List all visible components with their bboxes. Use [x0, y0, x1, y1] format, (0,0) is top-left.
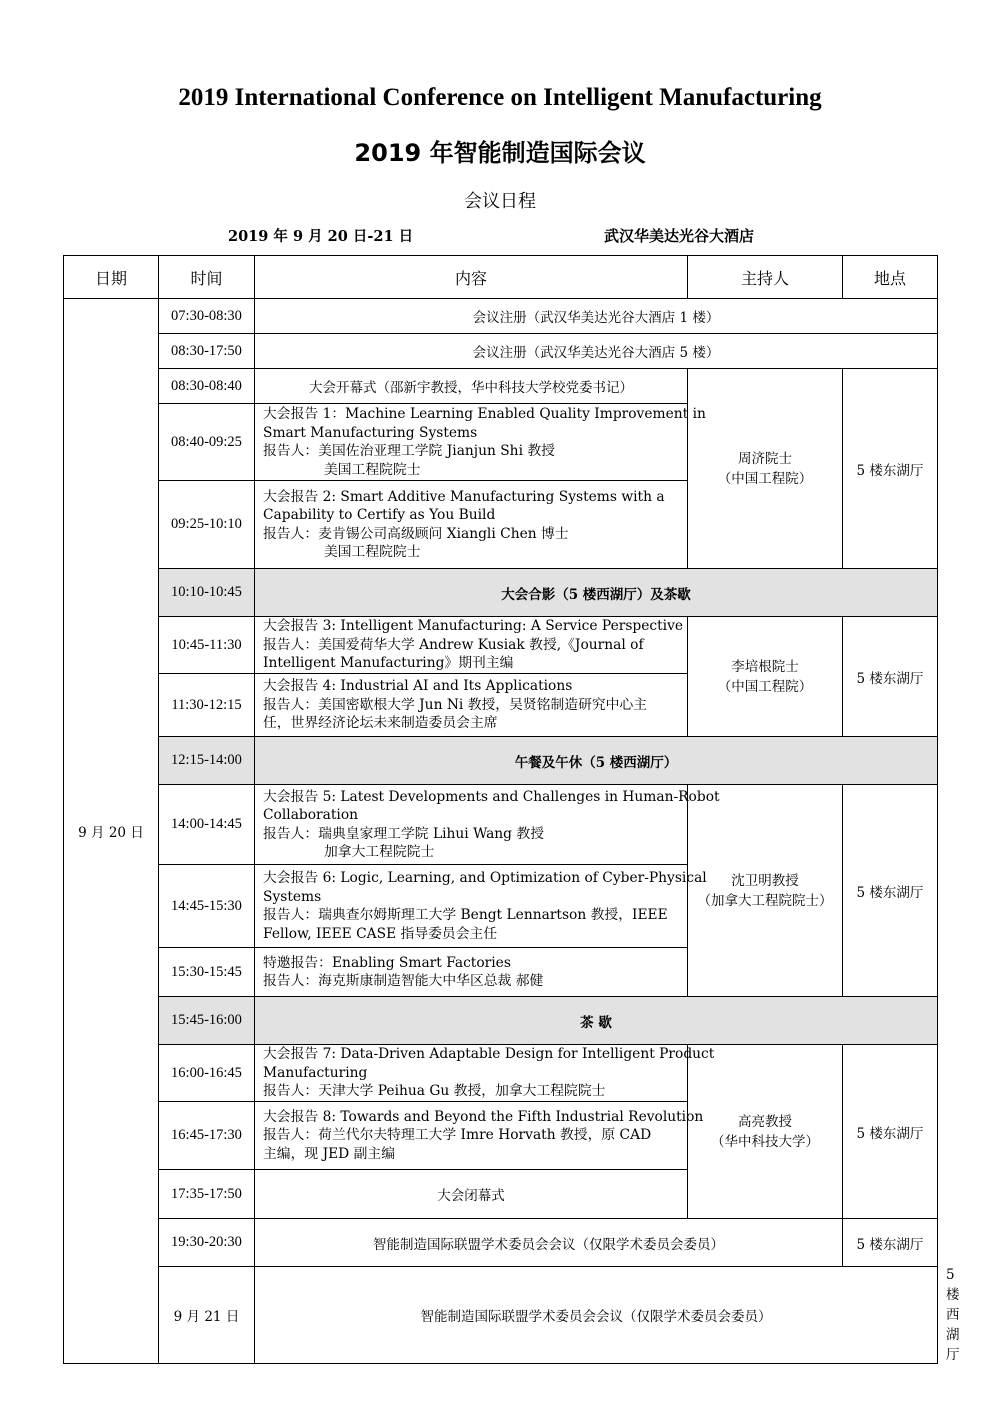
talk-cell — [255, 617, 688, 674]
talk-title-cont: Smart Manufacturing Systems — [263, 424, 478, 441]
talk-cell — [255, 948, 688, 997]
time-cell: 11:30-12:15 — [159, 674, 255, 737]
host-name: 高亮教授 — [738, 1113, 792, 1130]
talk-cell — [255, 1102, 704, 1170]
host-cell — [688, 617, 843, 737]
talk-speaker: 报告人：天津大学 Peihua Gu 教授，加拿大工程院院士 — [263, 1083, 606, 1100]
talk-cell — [255, 865, 707, 948]
time-cell: 07:30-08:30 — [159, 299, 255, 334]
time-cell: 14:00-14:45 — [159, 785, 255, 865]
header-location: 地点 — [843, 256, 938, 299]
table-row — [64, 1045, 938, 1102]
talk-cell — [255, 1045, 715, 1102]
time-cell: 14:45-15:30 — [159, 865, 255, 948]
time-cell: 19:30-20:30 — [159, 1219, 255, 1267]
talk-speaker-cont: 主编，现 JED 副主编 — [263, 1145, 396, 1162]
talk-speaker-title: 美国工程院院士 — [324, 544, 421, 560]
content-cell: 智能制造国际联盟学术委员会会议（仅限学术委员会委员） — [255, 1219, 843, 1267]
talk-title-cont: Collaboration — [263, 807, 359, 823]
location-cell: 5 楼东湖厅 — [843, 785, 938, 997]
talk-speaker: 报告人：荷兰代尔夫特理工大学 Imre Horvath 教授，原 CAD — [263, 1127, 652, 1144]
host-name: 沈卫明教授 — [731, 872, 799, 889]
conference-venue: 武汉华美达光谷大酒店 — [604, 227, 755, 245]
time-cell: 12:15-14:00 — [159, 737, 255, 785]
talk-title: 大会报告 8: Towards and Beyond the Fifth Industrial Revolution — [263, 1108, 704, 1125]
time-cell: 16:00-16:45 — [159, 1045, 255, 1102]
talk-cell — [255, 404, 706, 481]
talk-speaker: 报告人：美国密歇根大学 Jun Ni 教授，吴贤铭制造研究中心主 — [263, 696, 648, 713]
host-org: （华中科技大学） — [711, 1133, 819, 1150]
talk-title-cont: Capability to Certify as You Build — [263, 507, 496, 523]
host-org: （中国工程院） — [717, 678, 813, 695]
time-cell: 15:45-16:00 — [159, 997, 255, 1045]
time-cell: 08:30-17:50 — [159, 334, 255, 369]
break-cell: 茶 歇 — [255, 997, 938, 1045]
content-cell: 会议注册（武汉华美达光谷大酒店 1 楼） — [255, 299, 938, 334]
talk-speaker: 报告人：海克斯康制造智能大中华区总裁 郝健 — [263, 973, 544, 989]
talk-title: 大会报告 7: Data-Driven Adaptable Design for Intelligent Product — [263, 1046, 715, 1063]
table-row — [64, 334, 938, 369]
time-cell: 15:30-15:45 — [159, 948, 255, 997]
host-org: （中国工程院） — [717, 470, 813, 487]
header-host: 主持人 — [688, 256, 843, 299]
header-date: 日期 — [64, 256, 159, 299]
schedule-table — [63, 255, 960, 1364]
content-cell: 大会开幕式（邵新宇教授，华中科技大学校党委书记） — [255, 369, 688, 404]
talk-speaker: 报告人：瑞典查尔姆斯理工大学 Bengt Lennartson 教授，IEEE — [263, 907, 668, 923]
content-cell: 会议注册（武汉华美达光谷大酒店 5 楼） — [255, 334, 938, 369]
header-row — [64, 256, 938, 299]
table-row — [64, 299, 938, 334]
table-row: 9 月 21 日 智能制造国际联盟学术委员会会议（仅限学术委员会委员） 5 楼西湖厅 — [64, 1267, 938, 1364]
table-row-break — [64, 569, 938, 617]
talk-title: 大会报告 3: Intelligent Manufacturing: A Service Perspective — [263, 618, 684, 635]
talk-title: 大会报告 6: Logic, Learning, and Optimization of Cyber-Physical — [263, 870, 707, 886]
table-row — [64, 785, 938, 865]
table-row-break — [64, 997, 938, 1045]
time-cell: 08:30-08:40 — [159, 369, 255, 404]
talk-title: 大会报告 5: Latest Developments and Challenges in Human-Robot — [263, 788, 720, 805]
content-cell: 大会闭幕式 — [255, 1170, 688, 1219]
talk-speaker-cont: Fellow, IEEE CASE 指导委员会主任 — [263, 925, 498, 942]
time-cell: 16:45-17:30 — [159, 1102, 255, 1170]
host-name: 李培根院士 — [731, 658, 799, 675]
talk-title: 大会报告 4: Industrial AI and Its Applications — [263, 678, 573, 695]
table-row — [64, 617, 938, 674]
title-chinese: 2019 年智能制造国际会议 — [354, 139, 646, 167]
header-time: 时间 — [159, 256, 255, 299]
break-cell: 午餐及午休（5 楼西湖厅） — [255, 737, 938, 785]
location-cell: 5 楼东湖厅 — [843, 1219, 938, 1267]
talk-cell — [255, 674, 688, 737]
talk-speaker-cont: 任，世界经济论坛未来制造委员会主席 — [263, 715, 498, 732]
table-row — [64, 1219, 938, 1267]
talk-speaker-title: 加拿大工程院院士 — [324, 844, 435, 860]
host-cell — [688, 369, 843, 569]
title-english: 2019 International Conference on Intelligent Manufacturing — [178, 84, 822, 111]
content-cell: 智能制造国际联盟学术委员会会议（仅限学术委员会委员） — [255, 1267, 938, 1364]
talk-title-cont: Manufacturing — [263, 1064, 368, 1081]
talk-speaker: 报告人：美国佐治亚理工学院 Jianjun Shi 教授 — [263, 443, 555, 459]
host-cell — [688, 785, 843, 997]
header-content: 内容 — [255, 256, 688, 299]
time-cell: 09:25-10:10 — [159, 481, 255, 569]
time-cell: 10:45-11:30 — [159, 617, 255, 674]
location-cell: 5 楼东湖厅 — [843, 369, 938, 569]
talk-title: 特邀报告：Enabling Smart Factories — [263, 954, 511, 971]
talk-title-cont: Systems — [263, 888, 322, 905]
talk-speaker-title: 美国工程院院士 — [324, 461, 421, 478]
time-cell: 17:35-17:50 — [159, 1170, 255, 1219]
location-cell: 5 楼东湖厅 — [843, 617, 938, 737]
day-cell: 9 月 20 日 — [64, 299, 159, 1364]
talk-title: 大会报告 1：Machine Learning Enabled Quality Improvement in — [263, 406, 706, 422]
talk-speaker: 报告人：瑞典皇家理工学院 Lihui Wang 教授 — [263, 825, 544, 842]
host-org: （加拿大工程院院士） — [697, 892, 833, 909]
time-cell: 08:40-09:25 — [159, 404, 255, 481]
location-cell: 5 楼东湖厅 — [843, 1045, 938, 1219]
talk-speaker-cont: Intelligent Manufacturing》期刊主编 — [263, 655, 514, 672]
host-cell — [688, 1045, 843, 1219]
talk-cell — [255, 481, 688, 569]
day-cell: 9 月 21 日 — [159, 1267, 255, 1364]
subtitle: 会议日程 — [464, 191, 536, 212]
table-row-break — [64, 737, 938, 785]
break-cell: 大会合影（5 楼西湖厅）及茶歇 — [255, 569, 938, 617]
time-cell: 10:10-10:45 — [159, 569, 255, 617]
conference-date: 2019 年 9 月 20 日-21 日 — [228, 228, 414, 245]
host-name: 周济院士 — [738, 450, 792, 467]
talk-cell — [255, 785, 720, 865]
table-row — [64, 369, 938, 404]
talk-title: 大会报告 2: Smart Additive Manufacturing Systems with a — [263, 488, 665, 505]
talk-speaker: 报告人：麦肯锡公司高级顾问 Xiangli Chen 博士 — [263, 525, 569, 542]
talk-speaker: 报告人：美国爱荷华大学 Andrew Kusiak 教授,《Journal of — [263, 636, 644, 653]
